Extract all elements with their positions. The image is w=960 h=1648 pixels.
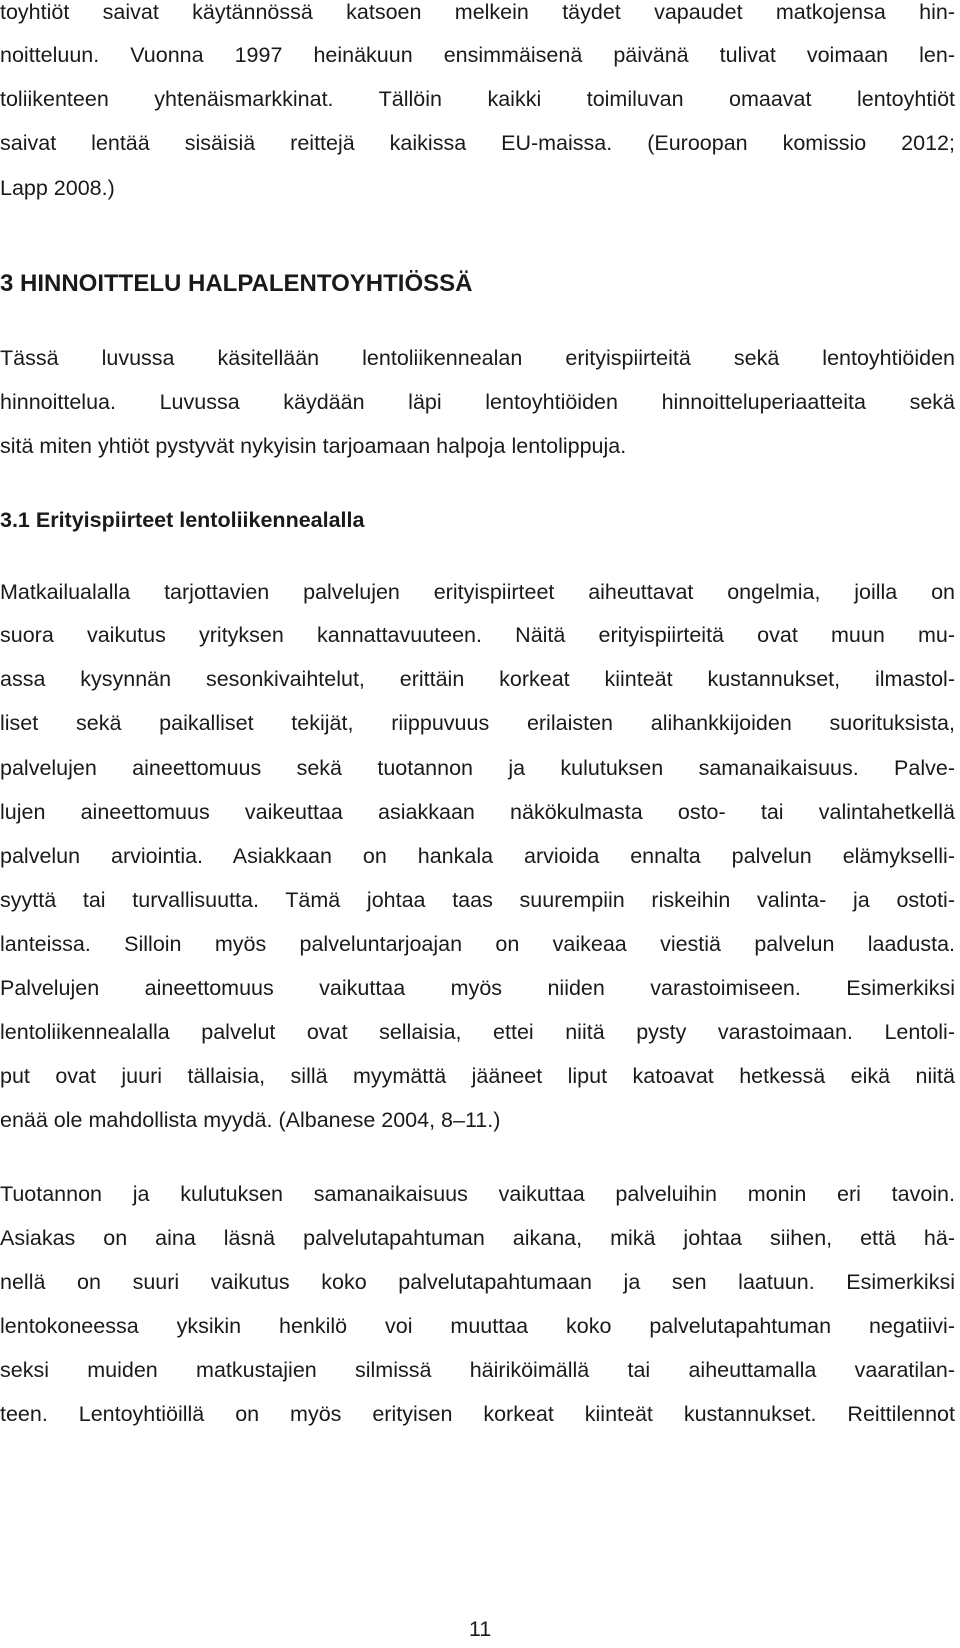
section-p2-line: nellä on suuri vaikutus koko palvelutapahtumaan ja sen laatuun. Esimerkiksi bbox=[0, 1270, 955, 1294]
section-p1-line: lentoliikennealalla palvelut ovat sellaisia, ettei niitä pysty varastoimaan. Lentoli- bbox=[0, 1020, 955, 1044]
section-p1-line: assa kysynnän sesonkivaihtelut, erittäin korkeat kiinteät kustannukset, ilmastol- bbox=[0, 667, 955, 691]
intro-line: toliikenteen yhtenäismarkkinat. Tällöin kaikki toimiluvan omaavat lentoyhtiöt bbox=[0, 87, 955, 111]
chapter-line: Tässä luvussa käsitellään lentoliikennealan erityispiirteitä sekä lentoyhtiöiden bbox=[0, 346, 955, 370]
section-p1-line: suora vaikutus yrityksen kannattavuuteen. Näitä erityispiirteitä ovat muun mu- bbox=[0, 623, 955, 647]
intro-line: saivat lentää sisäisiä reittejä kaikissa EU-maissa. (Euroopan komissio 2012; bbox=[0, 131, 955, 155]
section-p2-line: Tuotannon ja kulutuksen samanaikaisuus vaikuttaa palveluihin monin eri tavoin. bbox=[0, 1182, 955, 1206]
section-p1-line: palvelun arviointia. Asiakkaan on hankala arvioida ennalta palvelun elämykselli- bbox=[0, 844, 955, 868]
intro-line: toyhtiöt saivat käytännössä katsoen melkein täydet vapaudet matkojensa hin- bbox=[0, 0, 955, 24]
section-p1-line: palvelujen aineettomuus sekä tuotannon ja kulutuksen samanaikaisuus. Palve- bbox=[0, 756, 955, 780]
chapter-line: sitä miten yhtiöt pystyvät nykyisin tarjoamaan halpoja lentolippuja. bbox=[0, 434, 627, 458]
section-p2-line: Asiakas on aina läsnä palvelutapahtuman aikana, mikä johtaa siihen, että hä- bbox=[0, 1226, 955, 1250]
section-p1-line: lujen aineettomuus vaikeuttaa asiakkaan näkökulmasta osto- tai valintahetkellä bbox=[0, 800, 955, 824]
section-p2-line: lentokoneessa yksikin henkilö voi muuttaa koko palvelutapahtuman negatiivi- bbox=[0, 1314, 955, 1338]
intro-line: Lapp 2008.) bbox=[0, 176, 115, 200]
intro-line: noitteluun. Vuonna 1997 heinäkuun ensimmäisenä päivänä tulivat voimaan len- bbox=[0, 43, 955, 67]
section-p1-line: enää ole mahdollista myydä. (Albanese 2004, 8–11.) bbox=[0, 1108, 501, 1132]
chapter-heading: 3 HINNOITTELU HALPALENTOYHTIÖSSÄ bbox=[0, 270, 473, 297]
section-p1-line: liset sekä paikalliset tekijät, riippuvuus erilaisten alihankkijoiden suorituksista, bbox=[0, 711, 955, 735]
section-p1-line: Palvelujen aineettomuus vaikuttaa myös niiden varastoimiseen. Esimerkiksi bbox=[0, 976, 955, 1000]
section-p1-line: syyttä tai turvallisuutta. Tämä johtaa taas suurempiin riskeihin valinta- ja ostoti- bbox=[0, 888, 955, 912]
section-p2-line: teen. Lentoyhtiöillä on myös erityisen korkeat kiinteät kustannukset. Reittilennot bbox=[0, 1402, 955, 1426]
section-p1-line: Matkailualalla tarjottavien palvelujen erityispiirteet aiheuttavat ongelmia, joilla on bbox=[0, 580, 955, 604]
section-heading: 3.1 Erityispiirteet lentoliikennealalla bbox=[0, 508, 365, 532]
section-p1-line: lanteissa. Silloin myös palveluntarjoajan on vaikeaa viestiä palvelun laadusta. bbox=[0, 932, 955, 956]
section-p2-line: seksi muiden matkustajien silmissä häiriköimällä tai aiheuttamalla vaaratilan- bbox=[0, 1358, 955, 1382]
chapter-line: hinnoittelua. Luvussa käydään läpi lentoyhtiöiden hinnoitteluperiaatteita sekä bbox=[0, 390, 955, 414]
page-number: 11 bbox=[468, 1617, 492, 1641]
section-p1-line: put ovat juuri tällaisia, sillä myymättä jääneet liput katoavat hetkessä eikä niitä bbox=[0, 1064, 955, 1088]
